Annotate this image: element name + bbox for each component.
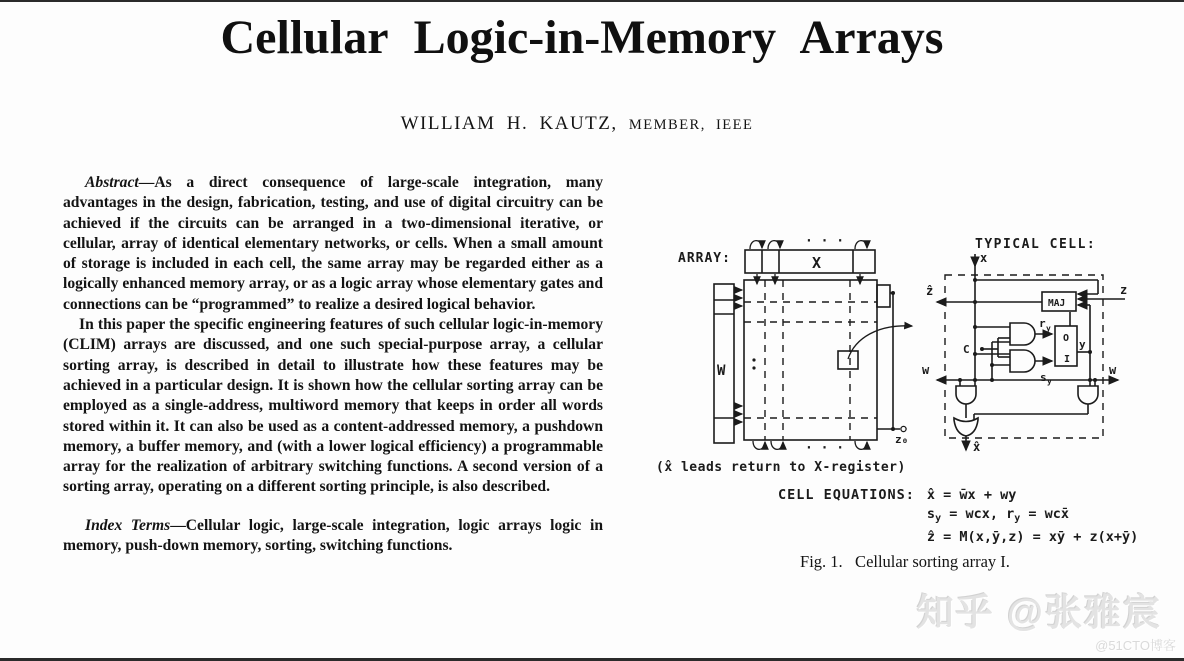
abstract-text: —As a direct consequence of large-scale integration, many advantages in the design, fabrication, testing, and use of digital circuitry can be achieved if the circuits can be arranged in a two-dimensional iterative, or cellular, array of identical elementary networks, or cells. When a small amount of storage is included in each cell, the same array may be regarded either as a logically enhanced memory array, or as a logic array whose elementary gates and connections can be “programmed” to realize a desired logical behavior.: [63, 174, 603, 313]
return-note: (x̂ leads return to X-register): [656, 460, 906, 475]
author-line: [0, 113, 1154, 135]
equation-1: x̂ = w̄x + wy: [926, 487, 1017, 503]
and-gate-bottom-right: [1078, 386, 1098, 404]
z-input-label: z: [1120, 283, 1128, 297]
or-gate-output: [954, 418, 978, 436]
watermark-51cto: @51CTO博客: [1095, 638, 1176, 653]
feedback-loop-icon: [855, 441, 867, 449]
feedback-loop-icon: [771, 441, 783, 449]
y-output-label: y: [1079, 338, 1086, 351]
x-hat-output-label: x̂: [973, 440, 981, 454]
c-input-label: C: [963, 343, 970, 356]
and-gate-ry: [1010, 323, 1035, 345]
z0-label: z₀: [895, 433, 909, 446]
feedback-loop-icon: [753, 441, 765, 449]
array-box: [744, 280, 877, 440]
author-suffix: MEMBER, IEEE: [628, 117, 754, 133]
cell-equations: [778, 486, 1138, 547]
w-left-label: w: [922, 363, 930, 377]
array-label: ARRAY:: [678, 251, 731, 266]
z0-terminal: [901, 426, 906, 431]
index-terms-lead-in: Index Terms: [85, 516, 171, 534]
feedback-loop-icon: [750, 241, 762, 249]
figure-1-diagram: [650, 228, 1155, 483]
and-gate-bottom-left: [956, 386, 976, 404]
ry-label: r: [1039, 317, 1046, 330]
selected-cell-box: [838, 351, 858, 369]
flip-flop-reset-label: I: [1064, 354, 1071, 365]
top-edge-bar: [0, 0, 1184, 2]
x-register-label: X: [812, 254, 822, 272]
x-register-box: [745, 250, 875, 273]
abstract-lead-in: Abstract: [85, 174, 139, 191]
abstract-column: [63, 173, 603, 556]
figure-caption: Fig. 1. Cellular sorting array I.: [800, 552, 1010, 571]
index-terms-text: —Cellular logic, large-scale integration, logic arrays logic in memory, push-down memory, sorting, switching functions.: [63, 516, 603, 555]
flip-flop-set-label: O: [1063, 333, 1070, 344]
sy-sub-label: y: [1047, 377, 1052, 386]
maj-gate-label: MAJ: [1048, 298, 1066, 309]
ry-sub-label: y: [1046, 324, 1051, 333]
and-gate-sy: [1010, 350, 1035, 372]
z-hat-output-label: ẑ: [926, 284, 934, 298]
ellipsis-bottom: · · ·: [805, 441, 845, 456]
equation-3: ẑ = M(x,ȳ,z) = xȳ + z(x+ȳ): [926, 529, 1139, 545]
ellipsis-top: · · ·: [805, 234, 845, 249]
equation-2: $s_y$ = wcx, $r_y$ = wcx̄: [926, 505, 1070, 524]
array-diagram: [656, 234, 912, 475]
typical-cell-title: TYPICAL CELL:: [975, 237, 1097, 252]
typical-cell-diagram: [922, 237, 1127, 454]
sy-label: s: [1040, 371, 1047, 384]
w-register-label: W: [717, 363, 726, 379]
cell-equations-lines: [927, 486, 1138, 547]
cell-equations-label: CELL EQUATIONS:: [778, 487, 915, 503]
feedback-loop-icon: [768, 241, 780, 249]
author-name: WILLIAM H. KAUTZ,: [400, 113, 618, 134]
w-right-label: w: [1109, 363, 1117, 377]
feedback-loop-icon: [855, 241, 867, 249]
paper-title: Cellular Logic-in-Memory Arrays: [220, 11, 944, 64]
abstract-paragraph: [63, 173, 603, 315]
watermark-zhihu: 知乎 @张雅宸: [916, 592, 1162, 633]
body-paragraph: In this paper the specific engineering features of such cellular logic-in-memory (CLIM) arrays are discussed, and one such special-purpose array, a cellular sorting array, is described in detail to illustrate how these features may be achieved in a particular design. It is shown how the cellular sorting array can be employed as a single-address, multiword memory that keeps in order all words stored within it. It can also be used as a content-addressed memory, a pushdown memory, a buffer memory, and (with a lower logical efficiency) a programmable array for the realization of arbitrary switching functions. A second version of a sorting array, operating on a different sorting principle, is also described.: [63, 316, 603, 496]
x-input-label: x: [980, 251, 988, 265]
index-terms-paragraph: [63, 516, 603, 557]
